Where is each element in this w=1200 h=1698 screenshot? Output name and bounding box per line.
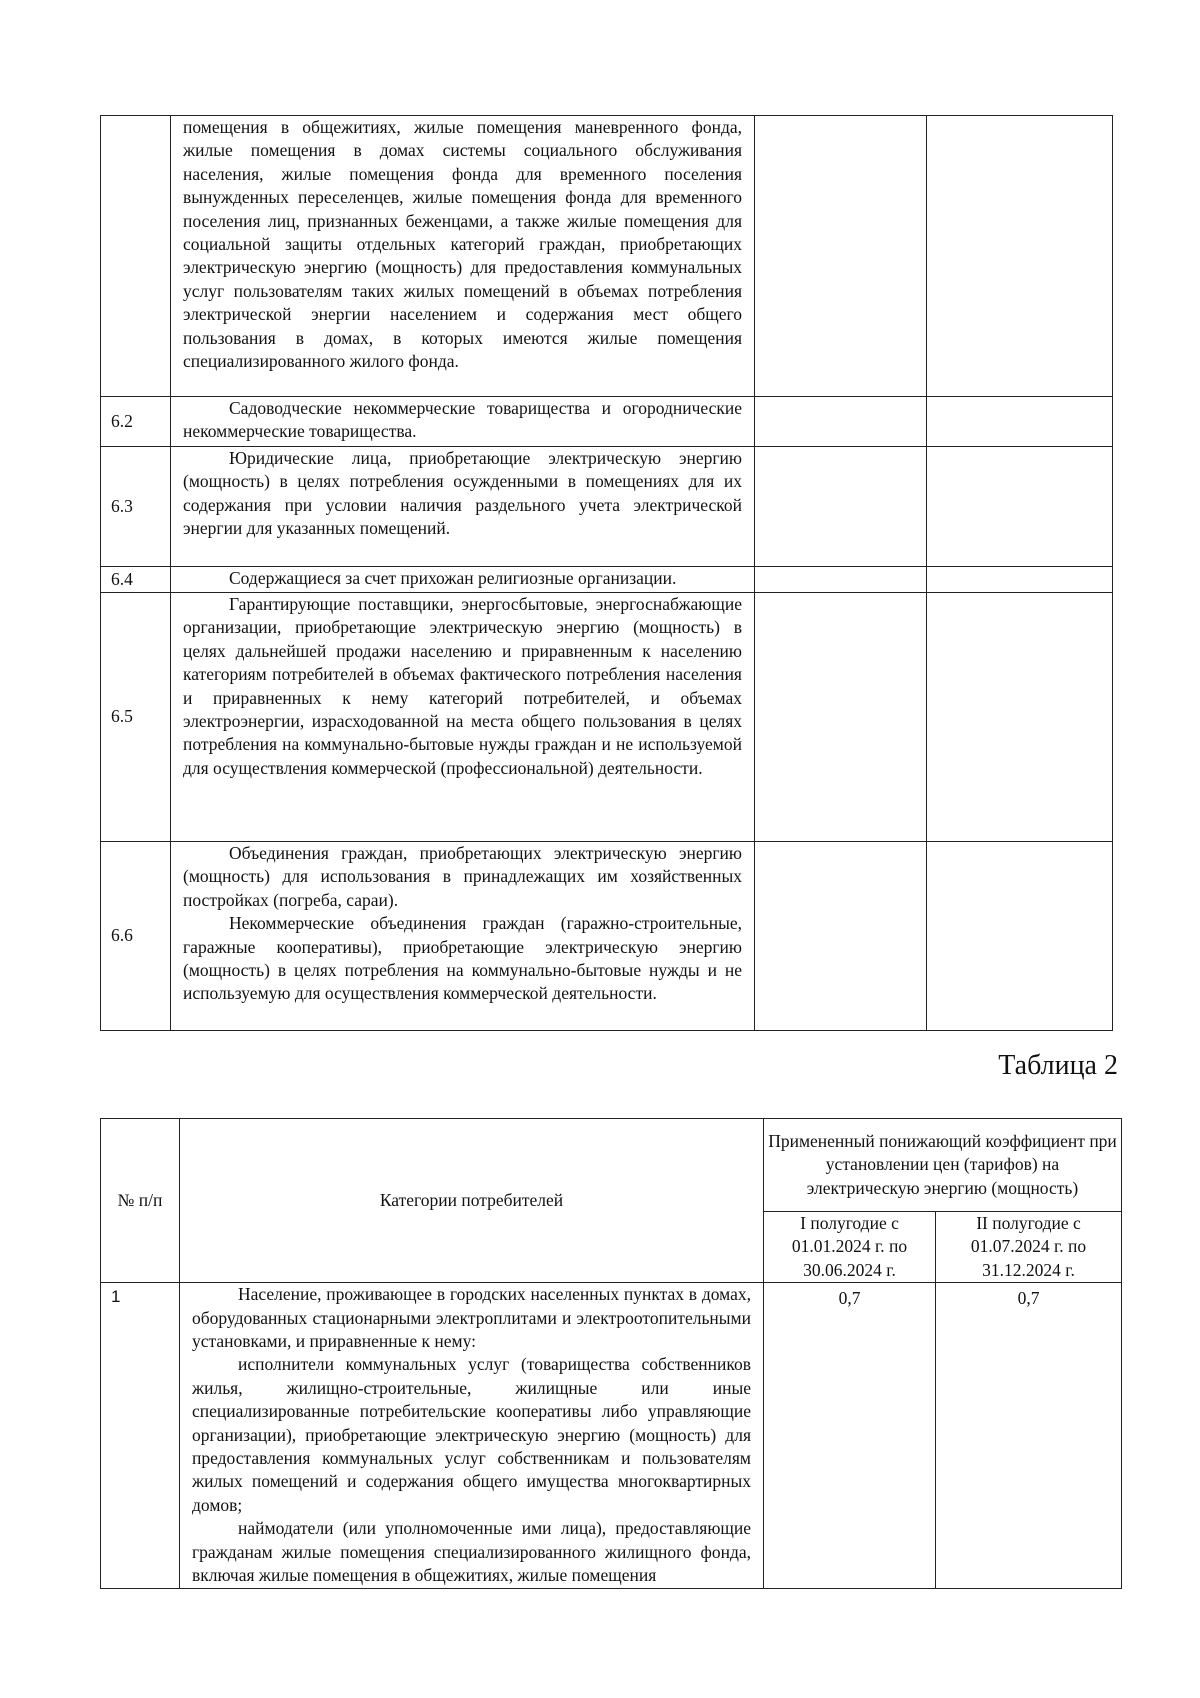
empty-cell-half1 [755,567,927,593]
header-half1: I полугодие с 01.01.2024 г. по 30.06.2024 г. [764,1212,936,1283]
empty-cell-half2 [927,116,1113,397]
table-2-caption: Таблица 2 [998,1050,1118,1081]
paragraph: помещения в общежитиях, жилые помещения маневренного фонда, жилые помещения в домах системы социального обслуживания населения, жилые помещения фонда для временного поселения вынужденных переселенцев, жилые помещения фонда для временного поселения лиц, признанных беженцами, а также жилые помещения для социальной защиты отдельных категорий граждан, приобретающих электрическую энергию (мощность) для предоставления коммунальных услуг пользователям таких жилых помещений в объемах потребления электрической энергии населением и содержания мест общего пользования в домах, в которых имеются жилые помещения специализированного жилого фонда. [183,117,742,372]
row-category-text [171,397,755,447]
header-num: № п/п [101,1119,180,1283]
paragraph: Гарантирующие поставщики, энергосбытовые, энергоснабжающие организации, приобретающие электрическую энергию (мощность) в целях дальнейшей продажи населению и приравненным к населению категориям потребителей в объемах фактического потребления населения и приравненных к нему категорий потребителей, и объемах электроэнергии, израсходованной на места общего пользования в целях потребления на коммунально-бытовые нужды граждан и не используемой для осуществления коммерческой (профессиональной) деятельности. [183,594,742,778]
table-row [101,397,1113,447]
paragraph: Садоводческие некоммерческие товарищества и огороднические некоммерческие товарищества. [183,398,742,442]
empty-cell-half2 [927,842,1113,1031]
table-row [101,593,1113,842]
row-number: 6.5 [101,593,171,842]
row-category-text [171,842,755,1031]
table-row [101,567,1113,593]
table-2 [100,1118,1122,1589]
empty-cell-half2 [927,447,1113,567]
row-category-text [171,593,755,842]
table-row [101,1283,1122,1589]
paragraph: исполнители коммунальных услуг (товарищества собственников жилья, жилищно-строительные, жилищные или иные специализированные потребительские кооперативы либо управляющие организации), приобретающие электрическую энергию (мощность) для предоставления коммунальных услуг собственникам и пользователям жилых помещений и содержания общего имущества многоквартирных домов; [192,1354,751,1515]
row-number [101,116,171,397]
empty-cell-half2 [927,593,1113,842]
table-row [101,842,1113,1031]
empty-cell-half1 [755,842,927,1031]
empty-cell-half1 [755,447,927,567]
row-number: 6.4 [101,567,171,593]
paragraph: Некоммерческие объединения граждан (гаражно-строительные, гаражные кооперативы), приобретающие электрическую энергию (мощность) в целях потребления на коммунально-бытовые нужды и не используемую для осуществления коммерческой деятельности. [183,913,742,1004]
empty-cell-half2 [927,567,1113,593]
coef-half2: 0,7 [936,1283,1122,1589]
coef-half1: 0,7 [764,1283,936,1589]
paragraph: Население, проживающее в городских населенных пунктах в домах, оборудованных стационарными электроплитами и электроотопительными установками, и приравненные к нему: [192,1284,751,1352]
paragraph: Объединения граждан, приобретающих электрическую энергию (мощность) для использования в принадлежащих им хозяйственных постройках (погреба, сараи). [183,843,742,910]
row-category-text [171,447,755,567]
empty-cell-half2 [927,397,1113,447]
table-row [101,447,1113,567]
table-1-continuation [100,115,1113,1031]
row-category-text [180,1283,764,1589]
row-number: 6.2 [101,397,171,447]
paragraph: наймодатели (или уполномоченные ими лица), предоставляющие гражданам жилые помещения специализированного жилищного фонда, включая жилые помещения в общежитиях, жилые помещения [192,1518,751,1586]
empty-cell-half1 [755,397,927,447]
header-half2: II полугодие с 01.07.2024 г. по 31.12.2024 г. [936,1212,1122,1283]
paragraph: Содержащиеся за счет прихожан религиозные организации. [229,568,677,588]
header-coef-group: Примененный понижающий коэффициент при установлении цен (тарифов) на электрическую энергию (мощность) [764,1119,1122,1212]
empty-cell-half1 [755,116,927,397]
table-row [101,116,1113,397]
row-category-text [171,116,755,397]
row-number: 6.6 [101,842,171,1031]
empty-cell-half1 [755,593,927,842]
header-category: Категории потребителей [180,1119,764,1283]
paragraph: Юридические лица, приобретающие электрическую энергию (мощность) в целях потребления осужденными в помещениях для их содержания при условии наличия раздельного учета электрической энергии для указанных помещений. [183,448,742,539]
row-number: 6.3 [101,447,171,567]
row-category-text [171,567,755,593]
row-number: 1 [101,1283,180,1589]
